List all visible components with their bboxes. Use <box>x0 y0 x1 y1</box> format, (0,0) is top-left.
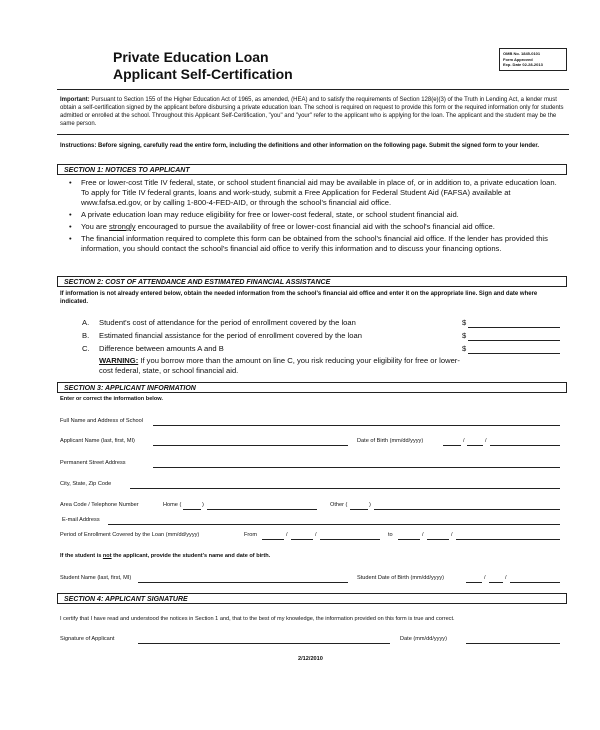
dob-slash: / <box>485 438 487 444</box>
title-line-2: Applicant Self-Certification <box>113 66 293 82</box>
applicant-name-label: Applicant Name (last, first, MI) <box>60 438 135 444</box>
school-name-field[interactable] <box>153 425 560 426</box>
email-field[interactable] <box>108 524 560 525</box>
cost-line-c-blank[interactable] <box>468 353 560 354</box>
dob-day-field[interactable] <box>467 445 483 446</box>
notice-item: • The financial information required to complete this form can be obtained from the school's financial aid office. If the lender has provided this information, you should contact the school's financial aid office to verify this information and to discuss your financing options. <box>69 234 559 254</box>
student-name-label: Student Name (last, first, MI) <box>60 575 132 581</box>
other-area-code-field[interactable] <box>350 509 368 510</box>
omb-number: OMB No. 1845-0101 <box>503 51 541 56</box>
instructions <box>60 142 568 150</box>
section-4-header: SECTION 4: APPLICANT SIGNATURE <box>57 593 567 604</box>
email-label: E-mail Address <box>62 517 100 523</box>
cost-line-a-blank[interactable] <box>468 327 560 328</box>
cost-line-c: C. Difference between amounts A and B $ <box>82 344 467 353</box>
to-slash: / <box>451 532 453 538</box>
home-area-code-field[interactable] <box>183 509 201 510</box>
home-phone-label: Home ( <box>163 502 182 508</box>
student-dob-slash: / <box>505 575 507 581</box>
notice-item: • You are strongly encouraged to pursue the availability of free or lower-cost financial aid with the school's financial aid office. <box>69 222 559 232</box>
signature-date-field[interactable] <box>466 643 560 644</box>
cost-line-a: A. Student's cost of attendance for the period of enrollment covered by the loan $ <box>82 318 467 327</box>
other-paren: ) <box>369 502 371 508</box>
section-3-header: SECTION 3: APPLICANT INFORMATION <box>57 382 567 393</box>
header-rule <box>57 89 569 90</box>
instructions-text: Before signing, carefully read the entire form, including the definitions and other information on the following page. Submit the signed form to your lender. <box>98 143 540 149</box>
strongly-emphasis: strongly <box>109 222 136 231</box>
to-day-field[interactable] <box>427 539 449 540</box>
to-slash: / <box>422 532 424 538</box>
dob-year-field[interactable] <box>490 445 560 446</box>
street-field[interactable] <box>153 467 560 468</box>
other-phone-field[interactable] <box>374 509 560 510</box>
expiration-date: Exp. Date 02-28-2013 <box>503 62 543 67</box>
student-dob-label: Student Date of Birth (mm/dd/yyyy) <box>357 575 445 581</box>
important-rule <box>57 134 569 135</box>
city-label: City, State, Zip Code <box>60 481 112 487</box>
other-phone-label: Other ( <box>330 502 348 508</box>
street-label: Permanent Street Address <box>60 460 126 466</box>
student-dob-day-field[interactable] <box>489 582 503 583</box>
notice-item: • Free or lower-cost Title IV federal, state, or school student financial aid may be available in place of, or in addition to, a private education loan. To apply for Title IV federal grants, loans and work-study, submit a Free Application for Federal Student Aid (FAFSA) available at www.fafsa.ed.gov, or by calling 1-800-4-FED-AID, or through the school's financial aid office. <box>69 178 559 208</box>
section-2-header: SECTION 2: COST OF ATTENDANCE AND ESTIMATED FINANCIAL ASSISTANCE <box>57 276 567 287</box>
footer-date: 2/12/2010 <box>298 656 323 662</box>
important-notice <box>60 96 568 128</box>
city-field[interactable] <box>130 488 560 489</box>
instructions-label: Instructions: <box>60 143 97 149</box>
student-name-field[interactable] <box>138 582 348 583</box>
important-label: Important: <box>60 97 90 103</box>
from-label: From <box>244 532 258 538</box>
phone-label: Area Code / Telephone Number <box>60 502 139 508</box>
cost-line-b-blank[interactable] <box>468 340 560 341</box>
certification-text: I certify that I have read and understood the notices in Section 1 and, that to the best of my knowledge, the information provided on this form is true and correct. <box>60 616 455 622</box>
warning-label: WARNING: <box>99 356 139 365</box>
cost-line-b: B. Estimated financial assistance for the period of enrollment covered by the loan $ <box>82 331 467 340</box>
important-text: Pursuant to Section 155 of the Higher Education Act of 1965, as amended, (HEA) and to satisfy the requirements of Section 128(e)(3) of the Truth in Lending Act, a lender must obtain a self-certification signed by the applicant before disbursing a private education loan. The school is required on request to provide this form or the required information only for students admitted or enrolled at the school. Throughout this Applicant Self-Certification, "you" and "your" refer to the applicant who is applying for the loan. The applicant and the student may be the same person. <box>60 97 564 127</box>
to-label: to <box>388 532 393 538</box>
school-name-label: Full Name and Address of School <box>60 418 144 424</box>
from-year-field[interactable] <box>320 539 380 540</box>
title-line-1: Private Education Loan <box>113 49 269 65</box>
student-dob-slash: / <box>484 575 486 581</box>
student-dob-year-field[interactable] <box>510 582 560 583</box>
warning-text: WARNING: If you borrow more than the amount on line C, you risk reducing your eligibility for free or lower-cost federal, state, or school financial aid. <box>99 356 460 375</box>
section-2-intro: If information is not already entered below, obtain the needed information from the school's financial aid office and enter it on the appropriate line. Sign and date where indicated. <box>60 291 538 305</box>
notice-item: • A private education loan may reduce eligibility for free or lower-cost federal, state, or school student financial aid. <box>69 210 559 220</box>
dob-slash: / <box>463 438 465 444</box>
from-slash: / <box>286 532 288 538</box>
from-month-field[interactable] <box>262 539 284 540</box>
dob-month-field[interactable] <box>443 445 461 446</box>
from-slash: / <box>315 532 317 538</box>
signature-date-label: Date (mm/dd/yyyy) <box>400 636 447 642</box>
student-dob-month-field[interactable] <box>466 582 482 583</box>
signature-label: Signature of Applicant <box>60 636 115 642</box>
to-year-field[interactable] <box>456 539 560 540</box>
home-phone-field[interactable] <box>207 509 317 510</box>
dob-label: Date of Birth (mm/dd/yyyy) <box>357 438 424 444</box>
from-day-field[interactable] <box>291 539 313 540</box>
omb-box <box>499 48 567 71</box>
period-label: Period of Enrollment Covered by the Loan (mm/dd/yyyy) <box>60 532 200 538</box>
not-applicant-note: If the student is not the applicant, provide the student's name and date of birth. <box>60 553 271 559</box>
section-1-header: SECTION 1: NOTICES TO APPLICANT <box>57 164 567 175</box>
signature-field[interactable] <box>138 643 390 644</box>
section-3-intro: Enter or correct the information below. <box>60 396 163 402</box>
to-month-field[interactable] <box>398 539 420 540</box>
form-approved: Form Approved <box>503 56 533 62</box>
home-paren: ) <box>202 502 204 508</box>
applicant-name-field[interactable] <box>153 445 348 446</box>
form-title <box>113 49 293 83</box>
section-1-notices <box>69 178 559 254</box>
